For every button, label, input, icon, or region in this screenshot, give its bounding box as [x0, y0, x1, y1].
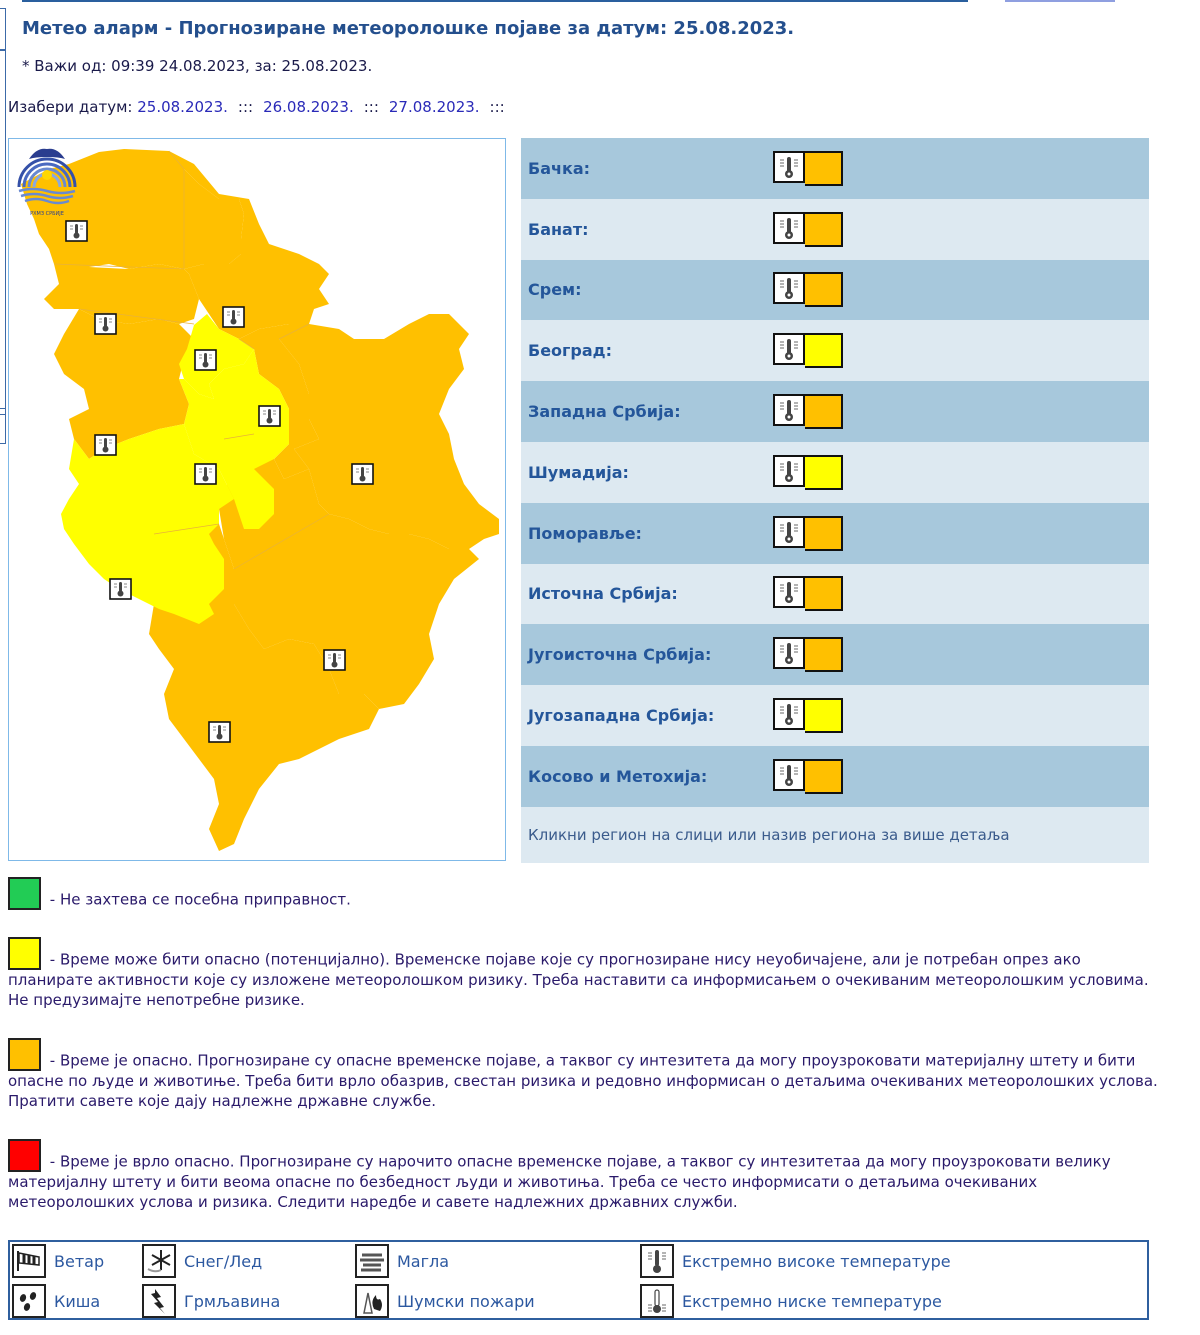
- legend-low-temperature: [640, 1284, 942, 1318]
- legend-orange: [8, 1038, 1158, 1112]
- forest-fire-icon: [355, 1284, 389, 1318]
- legend-wind: [12, 1244, 104, 1278]
- map-thermometer-icon: [223, 307, 244, 327]
- warning-level-swatch: [805, 272, 843, 307]
- region-row-sumadija[interactable]: [521, 442, 1149, 503]
- thermometer-high-icon: [773, 272, 805, 304]
- top-frame-border: [22, 0, 968, 2]
- thermometer-high-icon: [773, 212, 805, 244]
- serbia-warning-map[interactable]: [8, 138, 506, 861]
- warning-level-swatch: [805, 333, 843, 368]
- map-thermometer-icon: [95, 435, 116, 455]
- region-name[interactable]: Бачка:: [528, 158, 591, 178]
- legend-label: Снег/Лед: [184, 1251, 263, 1271]
- left-frame-edge: [0, 408, 6, 444]
- legend-label: Грмљавина: [184, 1291, 281, 1311]
- left-frame-edge: [0, 8, 6, 50]
- region-row-pomoravlje[interactable]: [521, 503, 1149, 564]
- region-row-istocna-srbija[interactable]: [521, 564, 1149, 625]
- date-link-3[interactable]: 27.08.2023.: [388, 98, 480, 116]
- date-link-1[interactable]: 25.08.2023.: [137, 98, 228, 116]
- region-row-backa[interactable]: [521, 138, 1149, 199]
- region-name[interactable]: Југозападна Србија:: [528, 706, 715, 726]
- fog-icon: [355, 1244, 389, 1278]
- legend-label: Екстремно високе температуре: [682, 1251, 951, 1271]
- map-thermometer-icon: [95, 314, 116, 334]
- legend-label: Киша: [54, 1291, 101, 1311]
- legend-fog: [355, 1244, 449, 1278]
- snow-ice-icon: [142, 1244, 176, 1278]
- legend-text: - Време је опасно. Прогнозиране су опасне временске појаве, а таквог су интезитета да могу проузроковати материјалну штету и бити опасне по људе и животиње. Треба бити врло обазрив, свестан ризика и редовно информисан о детаљима очекиваних метеоролошких услова. Пратити савете које дају надлежне државне службе.: [8, 1051, 1158, 1111]
- legend-label: Ветар: [54, 1251, 105, 1271]
- date-selector: [8, 98, 515, 116]
- yellow-swatch: [8, 937, 41, 970]
- thermometer-high-icon: [773, 455, 805, 487]
- separator: :::: [237, 98, 254, 116]
- thermometer-low-icon: [640, 1284, 674, 1318]
- region-name[interactable]: Источна Србија:: [528, 584, 678, 604]
- region-name[interactable]: Срем:: [528, 280, 582, 300]
- warning-level-swatch: [805, 576, 843, 611]
- region-list: [521, 138, 1149, 863]
- map-thermometer-icon: [352, 464, 373, 484]
- legend-snow-ice: [142, 1244, 262, 1278]
- separator: :::: [363, 98, 379, 116]
- legend-forest-fire: [355, 1284, 535, 1318]
- region-row-zapadna-srbija[interactable]: [521, 381, 1149, 442]
- validity-text: * Важи од: 09:39 24.08.2023, за: 25.08.2023.: [22, 57, 373, 75]
- top-frame-tab: [1005, 0, 1115, 2]
- thermometer-high-icon: [773, 698, 805, 730]
- thermometer-high-icon: [773, 151, 805, 183]
- red-swatch: [8, 1139, 41, 1172]
- legend-yellow: [8, 937, 1158, 1011]
- warning-level-swatch: [805, 151, 843, 186]
- legend-label: Магла: [397, 1251, 450, 1271]
- region-name[interactable]: Западна Србија:: [528, 402, 681, 422]
- warning-level-swatch: [805, 394, 843, 429]
- map-thermometer-icon: [66, 221, 87, 241]
- region-name[interactable]: Банат:: [528, 219, 589, 239]
- warning-level-swatch: [805, 759, 843, 794]
- warning-level-swatch: [805, 637, 843, 672]
- logo-text: РХМЗ СРБИЈЕ: [30, 211, 64, 217]
- map-thermometer-icon: [195, 464, 216, 484]
- warning-level-swatch: [805, 516, 843, 551]
- regions-hint: Кликни регион на слици или назив региона за више детаља: [528, 825, 1010, 844]
- region-row-srem[interactable]: [521, 260, 1149, 321]
- region-row-jugozapadna-srbija[interactable]: [521, 685, 1149, 746]
- thermometer-high-icon: [773, 394, 805, 426]
- thermometer-high-icon: [773, 637, 805, 669]
- map-region-srem: [44, 264, 199, 324]
- legend-green: [8, 877, 1158, 910]
- thermometer-high-icon: [640, 1244, 674, 1278]
- warning-level-swatch: [805, 455, 843, 490]
- separator: :::: [489, 98, 505, 116]
- legend-thunderstorm: [142, 1284, 280, 1318]
- region-row-beograd[interactable]: [521, 320, 1149, 381]
- green-swatch: [8, 877, 41, 910]
- legend-text: - Време може бити опасно (потенцијално). Временске појаве које су прогнозиране нису неуобичајене, али је потребан опрез ако планирате активности које су изложене метеоролошком ризику. Треба наставити са информисањем о очекиваним метеоролошким условима. Не предузимајте непотребне ризике.: [8, 950, 1149, 1010]
- thunderstorm-icon: [142, 1284, 176, 1318]
- region-name[interactable]: Поморавље:: [528, 523, 642, 543]
- thermometer-high-icon: [773, 333, 805, 365]
- map-thermometer-icon: [259, 406, 280, 426]
- page-title: Метео аларм - Прогнозиране метеоролошке појаве за датум: 25.08.2023.: [22, 18, 795, 39]
- region-row-banat[interactable]: [521, 199, 1149, 260]
- regions-hint-row: [521, 807, 1149, 863]
- region-row-kosovo-metohija[interactable]: [521, 746, 1149, 807]
- thermometer-high-icon: [773, 759, 805, 791]
- region-name[interactable]: Косово и Метохија:: [528, 766, 708, 786]
- legend-rain: [12, 1284, 100, 1318]
- rhmz-logo: [9, 139, 85, 219]
- legend-text: - Не захтева се посебна приправност.: [45, 890, 351, 909]
- region-row-jugoistocna-srbija[interactable]: [521, 624, 1149, 685]
- date-link-2[interactable]: 26.08.2023.: [263, 98, 354, 116]
- date-select-label: Изабери датум:: [8, 98, 133, 116]
- thermometer-high-icon: [773, 576, 805, 608]
- thermometer-high-icon: [773, 516, 805, 548]
- orange-swatch: [8, 1038, 41, 1071]
- map-thermometer-icon: [195, 350, 216, 370]
- legend-high-temperature: [640, 1244, 951, 1278]
- rain-icon: [12, 1284, 46, 1318]
- wind-icon: [12, 1244, 46, 1278]
- map-thermometer-icon: [110, 579, 131, 599]
- region-name[interactable]: Југоисточна Србија:: [528, 645, 712, 665]
- map-thermometer-icon: [209, 722, 230, 742]
- warning-level-swatch: [805, 212, 843, 247]
- region-name[interactable]: Београд:: [528, 341, 612, 361]
- legend-label: Екстремно ниске температуре: [682, 1291, 942, 1311]
- legend-label: Шумски пожари: [397, 1291, 535, 1311]
- legend-red: [8, 1139, 1158, 1213]
- left-frame-edge: [0, 50, 6, 415]
- map-thermometer-icon: [324, 650, 345, 670]
- phenomena-icon-legend: [8, 1240, 1149, 1320]
- warning-level-swatch: [805, 698, 843, 733]
- region-name[interactable]: Шумадија:: [528, 462, 629, 482]
- legend-text: - Време је врло опасно. Прогнозиране су нарочито опасне временске појаве, а таквог су интезитетаа да могу проузроковати велику материјалну штету и бити веома опасне по безбедност људи и животиња. Треба се често информисати о детаљима очекиваних метеоролошких услова и ризика. Следити наредбе и савете надлежних државних служби.: [8, 1152, 1111, 1212]
